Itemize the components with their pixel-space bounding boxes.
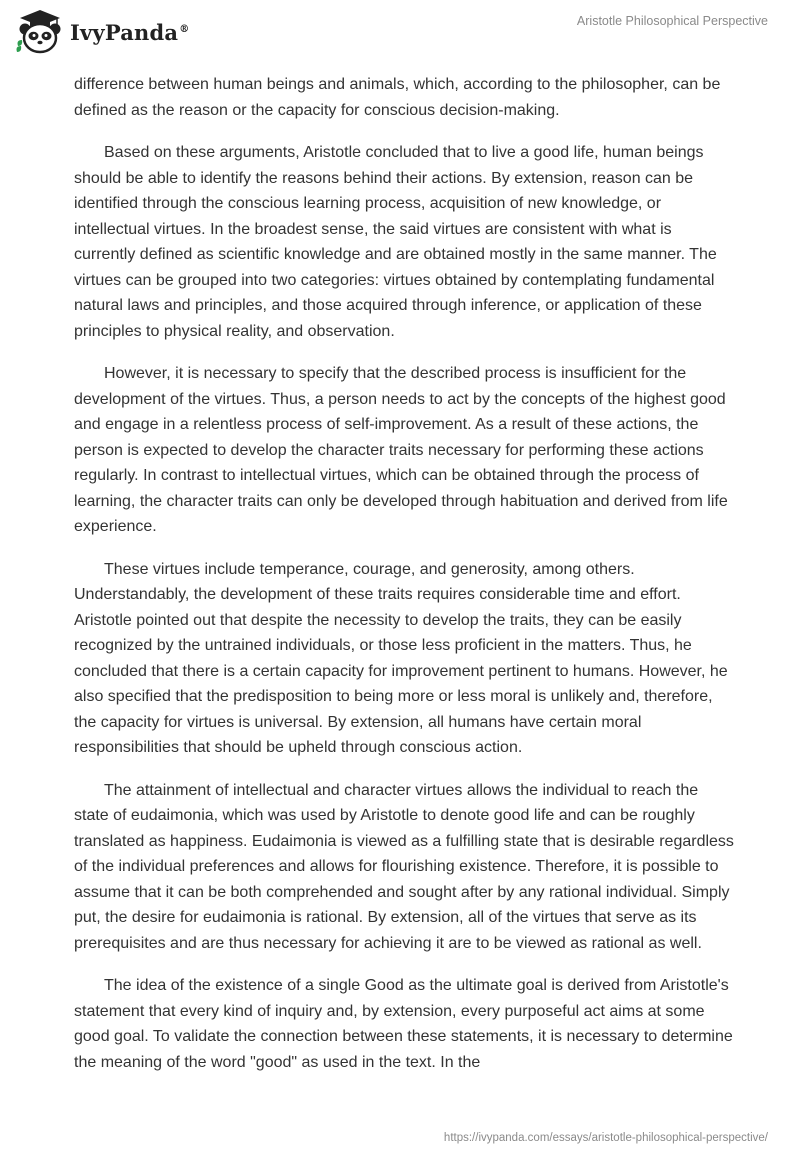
paragraph-6: The idea of the existence of a single Good as the ultimate goal is derived from Aristotle's statement that every kind of inquiry and, by extension, every purposeful act aims at some good goal. To validate the connection between these statements, it is necessary to determine the meaning of the word "good" as used in the text. In the [74, 977, 733, 1071]
panda-graduate-icon [14, 6, 66, 58]
paragraph-3: However, it is necessary to specify that the described process is insufficient for the development of the virtues. Thus, a person needs to act by the concepts of the highest good and engage in a relentless process of self-improvement. As a result of these actions, the person is expected to develop the character traits necessary for performing these actions regularly. In contrast to intellectual virtues, which can be obtained through the process of learning, the character traits can only be developed through habituation and derived from life experience. [74, 365, 728, 535]
page-header [0, 0, 800, 64]
paragraph-5: The attainment of intellectual and character virtues allows the individual to reach the state of eudaimonia, which was used by Aristotle to denote good life and can be roughly translated as happiness. Eudaimonia is viewed as a fulfilling state that is desirable regardless of the individual preferences and allows for flourishing existence. Therefore, it is possible to assume that it can be both comprehended and sought after by any rational individual. Simply put, the desire for eudaimonia is rational. By extension, all of the virtues that serve as its prerequisites and are thus necessary for achieving it are to be viewed as rational as well. [74, 781, 734, 952]
brand-logo[interactable] [14, 6, 189, 58]
paragraph-4: These virtues include temperance, courage, and generosity, among others. Understandably, the development of these traits requires considerable time and effort. Aristotle pointed out that despite the necessity to develop the traits, they can be easily recognized by the untrained individuals, or those less proficient in the matters. Thus, he concluded that there is a certain capacity for improvement pertinent to humans. However, he also specified that the predisposition to being more or less moral is unlikely and, therefore, the capacity for virtues is universal. By extension, all humans have certain moral responsibilities that should be upheld through conscious action. [74, 560, 728, 756]
registered-mark: ® [179, 23, 190, 35]
paragraph-2: Based on these arguments, Aristotle concluded that to live a good life, human beings should be able to identify the reasons behind their actions. By extension, reason can be identified through the conscious learning process, acquisition of new knowledge, or intellectual virtues. In the broadest sense, the said virtues are consistent with what is currently defined as scientific knowledge and are obtained mostly in the same manner. The virtues can be grouped into two categories: virtues obtained by contemplating fundamental natural laws and principles, and those acquired through inference, or application of these principles to physical reality, and observation. [74, 144, 717, 340]
document-title: Aristotle Philosophical Perspective [576, 14, 768, 28]
brand-name: IvyPanda® [70, 19, 190, 45]
paragraph-1: difference between human beings and animals, which, according to the philosopher, can be defined as the reason or the capacity for conscious decision-making. [74, 76, 721, 119]
source-url[interactable]: https://ivypanda.com/essays/aristotle-philosophical-perspective/ [443, 1132, 768, 1144]
essay-body [74, 72, 734, 1092]
